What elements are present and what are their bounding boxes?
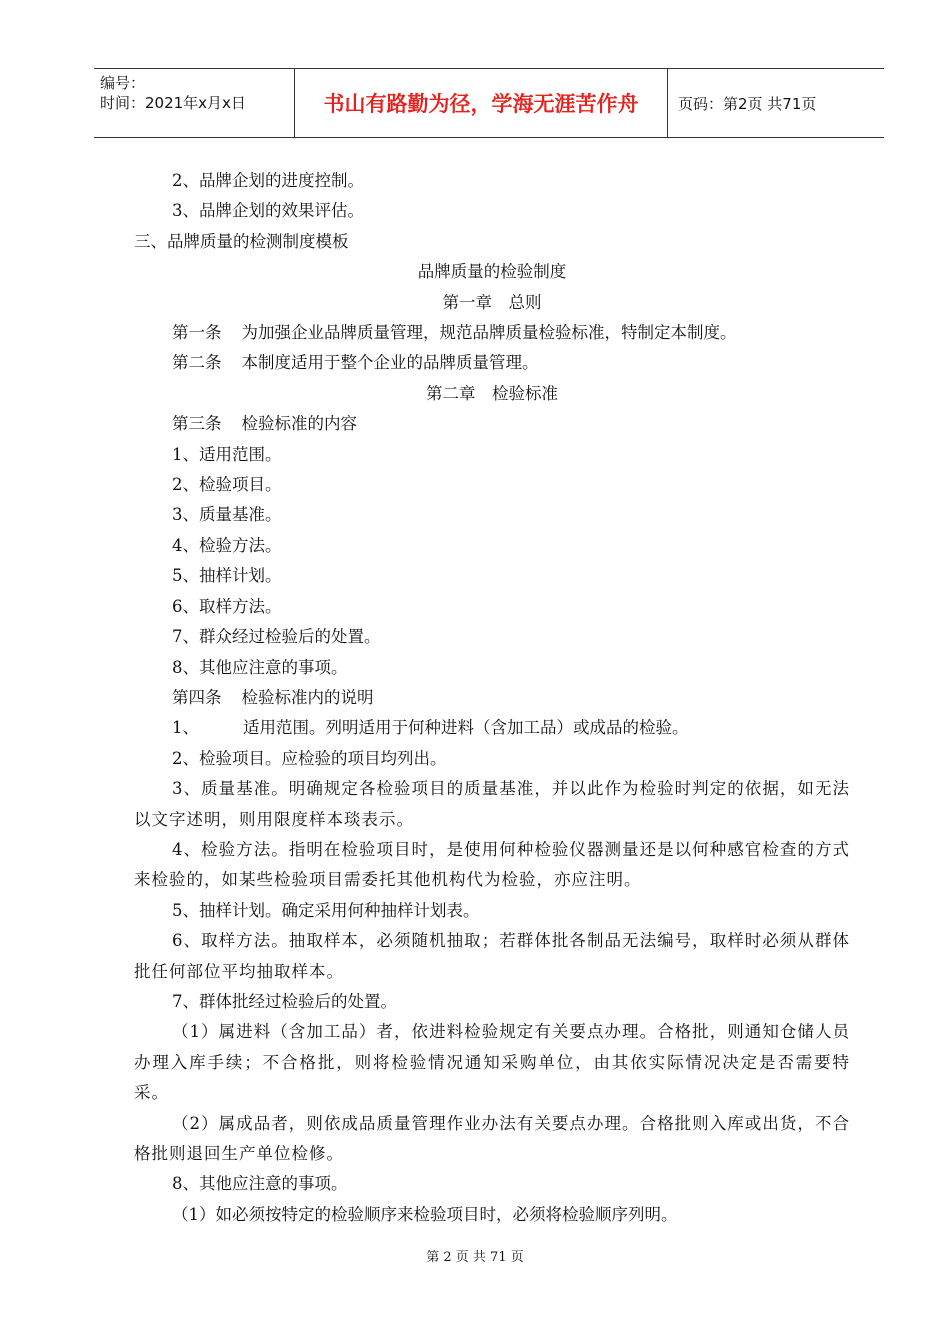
article [134,683,850,713]
item-number: 1、 [172,718,199,738]
article-text: 检验标准的内容 [241,414,357,434]
page-header [94,68,884,138]
paragraph: （2）属成品者，则依成品质量管理作业办法有关要点办理。合格批则入库或出货，不合格批则退回生产单位检修。 [134,1113,850,1163]
list-item: 7、群众经过检验后的处置。 [172,627,381,647]
paragraph: 2、检验项目。应检验的项目均列出。 [172,748,447,768]
paragraph: 6、取样方法。抽取样本，必须随机抽取；若群体批各制品无法编号，取样时必须从群体批任何部位平均抽取样本。 [134,931,850,981]
document-title: 品牌质量的检验制度 [417,262,567,282]
paragraph: 8、其他应注意的事项。 [172,1174,348,1194]
article [134,409,850,439]
paragraph: （1）属进料（含加工品）者，依进料检验规定有关要点办理。合格批，则通知仓储人员办理入库手续；不合格批，则将检验情况通知采购单位，由其依实际情况决定是否需要特采。 [134,1022,850,1103]
list-item: 3、质量基准。 [172,505,282,525]
article-label: 第一条 [172,323,222,343]
doc-time-label: 时间：2021年x月x日 [100,94,246,112]
document-body [134,166,850,1230]
list-item: 6、取样方法。 [172,596,282,616]
article-text: 为加强企业品牌质量管理，规范品牌质量检验标准，特制定本制度。 [241,323,737,343]
article-label: 第二条 [172,353,222,373]
item-text: 适用范围。列明适用于何种进料（含加工品）或成品的检验。 [243,718,689,738]
doc-number-label: 编号： [100,74,146,92]
list-item: 2、检验项目。 [172,475,282,495]
paragraph: 3、品牌企划的效果评估。 [172,201,364,221]
chapter-heading: 第一章 总则 [442,292,542,312]
paragraph: 5、抽样计划。确定采用何种抽样计划表。 [172,900,480,920]
article [134,318,850,348]
paragraph: 3、质量基准。明确规定各检验项目的质量基准，并以此作为检验时判定的依据，如无法以文字述明，则用限度样本琰表示。 [134,779,850,829]
list-item: 8、其他应注意的事项。 [172,657,348,677]
article-text: 检验标准内的说明 [241,687,374,707]
article-label: 第四条 [172,687,222,707]
list-item: 5、抽样计划。 [172,566,282,586]
list-item: 1、适用范围。 [172,444,282,464]
paragraph: （1）如必须按特定的检验顺序来检验项目时，必须将检验顺序列明。 [172,1204,678,1224]
article-label: 第三条 [172,414,222,434]
header-motto: 书山有路勤为径，学海无涯苦作舟 [295,69,668,137]
article-text: 本制度适用于整个企业的品牌质量管理。 [241,353,539,373]
header-meta [94,69,295,137]
paragraph [134,713,850,743]
paragraph: 7、群体批经过检验后的处置。 [172,991,397,1011]
section-heading: 三、品牌质量的检测制度模板 [134,231,349,251]
header-page-info: 页码：第2页 共71页 [678,94,817,113]
paragraph: 4、检验方法。指明在检验项目时，是使用何种检验仪器测量还是以何种感官检查的方式来检验的，如某些检验项目需委托其他机构代为检验，亦应注明。 [134,839,850,890]
page-footer: 第 2 页 共 71 页 [426,1250,524,1265]
paragraph: 2、品牌企划的进度控制。 [172,171,364,190]
article [134,348,850,378]
list-item: 4、检验方法。 [172,535,282,555]
chapter-heading: 第二章 检验标准 [426,383,558,403]
